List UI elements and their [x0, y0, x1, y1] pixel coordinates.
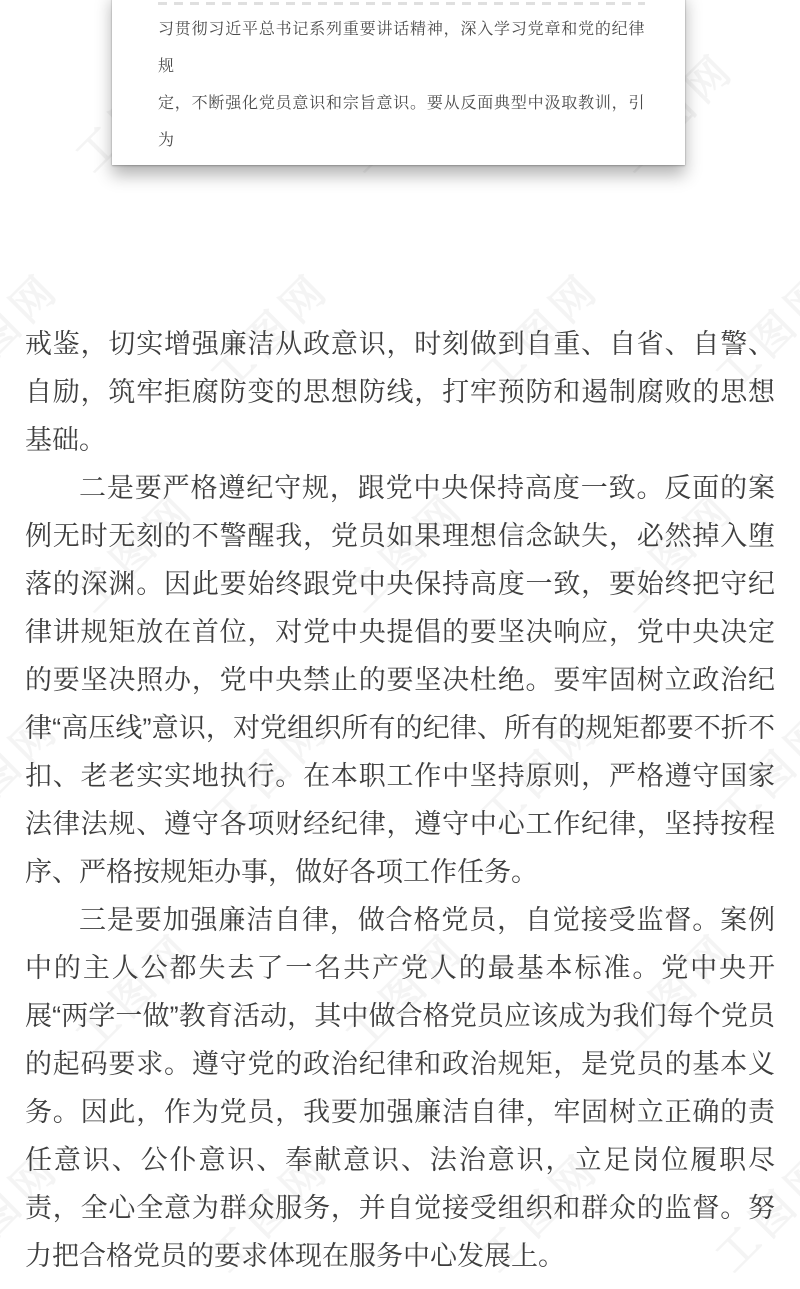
preview-page-text	[158, 11, 645, 159]
paragraph: 戒鉴，切实增强廉洁从政意识，时刻做到自重、自省、自警、自励，筑牢拒腐防变的思想防线，打牢预防和遏制腐败的思想基础。	[25, 329, 775, 455]
preview-line: 定，不断强化党员意识和宗旨意识。要从反面典型中汲取教训，引为	[158, 95, 645, 149]
paragraph: 二是要严格遵纪守规，跟党中央保持高度一致。反面的案例无时无刻的不警醒我，党员如果理想信念缺失，必然掉入堕落的深渊。因此要始终跟党中央保持高度一致，要始终把守纪律讲规矩放在首位，对党中央提倡的要坚决响应，党中央决定的要坚决照办，党中央禁止的要坚决杜绝。要牢固树立政治纪律“高压线”意识，对党组织所有的纪律、所有的规矩都要不折不扣、老老实实地执行。在本职工作中坚持原则，严格遵守国家法律法规、遵守各项财经纪律，遵守中心工作纪律，坚持按程序、严格按规矩办事，做好各项工作任务。	[25, 473, 775, 887]
preview-line: 习贯彻习近平总书记系列重要讲话精神，深入学习党章和党的纪律规	[158, 21, 645, 75]
document-body	[25, 320, 775, 1280]
paragraph: 三是要加强廉洁自律，做合格党员，自觉接受监督。案例中的主人公都失去了一名共产党人的最基本标准。党中央开展“两学一做”教育活动，其中做合格党员应该成为我们每个党员的起码要求。遵守党的政治纪律和政治规矩，是党员的基本义务。因此，作为党员，我要加强廉洁自律，牢固树立正确的责任意识、公仆意识、奉献意识、法治意识，立足岗位履职尽责，全心全意为群众服务，并自觉接受组织和群众的监督。努力把合格党员的要求体现在服务中心发展上。	[25, 905, 775, 1271]
clipped-text-remnant	[158, 2, 645, 5]
page-preview-card	[112, 0, 685, 165]
